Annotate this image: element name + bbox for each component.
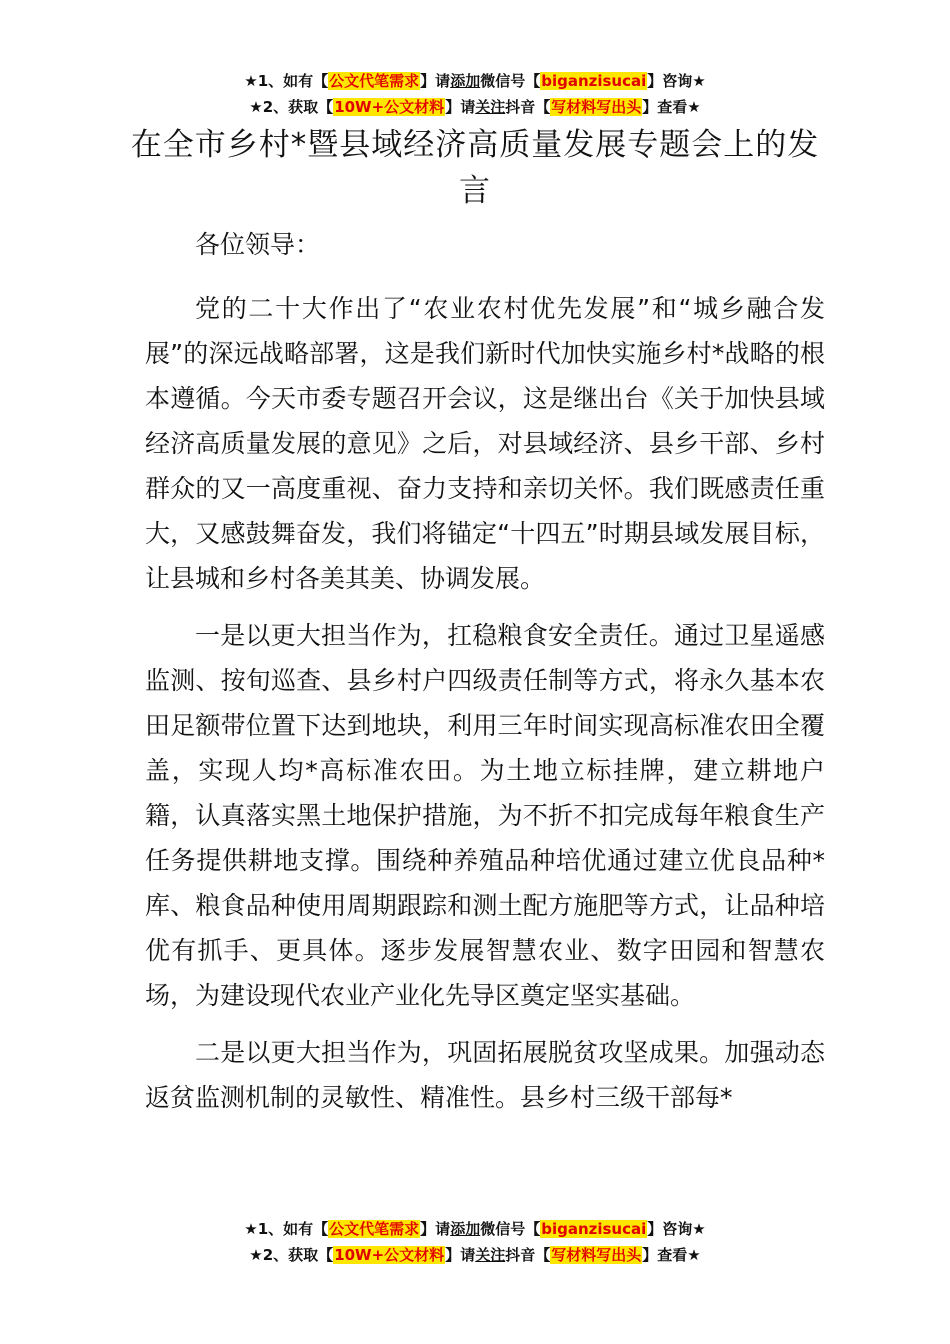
banner-text: 微信号【	[480, 72, 541, 90]
header-banner-line-2	[0, 94, 950, 120]
highlight-materials: 10W+公文材料	[334, 1246, 445, 1264]
banner-text: 抖音【	[505, 98, 551, 116]
footer-banner	[0, 1216, 950, 1268]
underlined-word: 关注	[475, 98, 506, 116]
header-banner	[0, 68, 950, 120]
highlight-douyin-account: 写材料写出头	[551, 1246, 642, 1264]
footer-banner-line-1	[0, 1216, 950, 1242]
footer-banner-line-2	[0, 1242, 950, 1268]
document-title: 在全市乡村*暨县域经济高质量发展专题会上的发言	[130, 127, 820, 209]
underlined-word: 关注	[475, 1246, 506, 1264]
banner-text: 】请	[420, 1220, 451, 1238]
banner-text: 抖音【	[505, 1246, 551, 1264]
highlight-service: 公文代笔需求	[329, 72, 420, 90]
banner-text: 】咨询★	[647, 72, 706, 90]
banner-text: ★2、获取【	[249, 1246, 334, 1264]
banner-text: 】请	[445, 1246, 476, 1264]
banner-text: 微信号【	[480, 1220, 541, 1238]
banner-text: 】咨询★	[647, 1220, 706, 1238]
banner-text: ★1、如有【	[244, 1220, 329, 1238]
header-banner-line-1	[0, 68, 950, 94]
highlight-service: 公文代笔需求	[329, 1220, 420, 1238]
paragraph-point-2: 二是以更大担当作为，巩固拓展脱贫攻坚成果。加强动态返贫监测机制的灵敏性、精准性。县乡村三级干部每*	[145, 1038, 825, 1112]
paragraph-point-1: 一是以更大担当作为，扛稳粮食安全责任。通过卫星遥感监测、按旬巡查、县乡村户四级责任制等方式，将永久基本农田足额带位置下达到地块，利用三年时间实现高标准农田全覆盖，实现人均*高标准农田。为土地立标挂牌，建立耕地户籍，认真落实黑土地保护措施，为不折不扣完成每年粮食生产任务提供耕地支撑。围绕种养殖品种培优通过建立优良品种*库、粮食品种使用周期跟踪和测土配方施肥等方式，让品种培优有抓手、更具体。逐步发展智慧农业、数字田园和智慧农场，为建设现代农业产业化先导区奠定坚实基础。	[145, 621, 825, 1010]
underlined-word: 添加	[450, 72, 481, 90]
paragraph-intro: 党的二十大作出了“农业农村优先发展”和“城乡融合发展”的深远战略部署，这是我们新时代加快实施乡村*战略的根本遵循。今天市委专题召开会议，这是继出台《关于加快县域经济高质量发展的意见》之后，对县域经济、县乡干部、乡村群众的又一高度重视、奋力支持和亲切关怀。我们既感责任重大，又感鼓舞奋发，我们将锚定“十四五”时期县域发展目标，让县城和乡村各美其美、协调发展。	[145, 294, 825, 593]
banner-text: 】查看★	[642, 1246, 701, 1264]
highlight-wechat-id: biganzisucai	[541, 1220, 647, 1238]
salutation: 各位领导：	[195, 230, 321, 259]
highlight-wechat-id: biganzisucai	[541, 72, 647, 90]
banner-text: ★1、如有【	[244, 72, 329, 90]
underlined-word: 添加	[450, 1220, 481, 1238]
highlight-materials: 10W+公文材料	[334, 98, 445, 116]
banner-text: ★2、获取【	[249, 98, 334, 116]
banner-text: 】请	[420, 72, 451, 90]
banner-text: 】请	[445, 98, 476, 116]
highlight-douyin-account: 写材料写出头	[551, 98, 642, 116]
banner-text: 】查看★	[642, 98, 701, 116]
document-body	[145, 222, 825, 1132]
